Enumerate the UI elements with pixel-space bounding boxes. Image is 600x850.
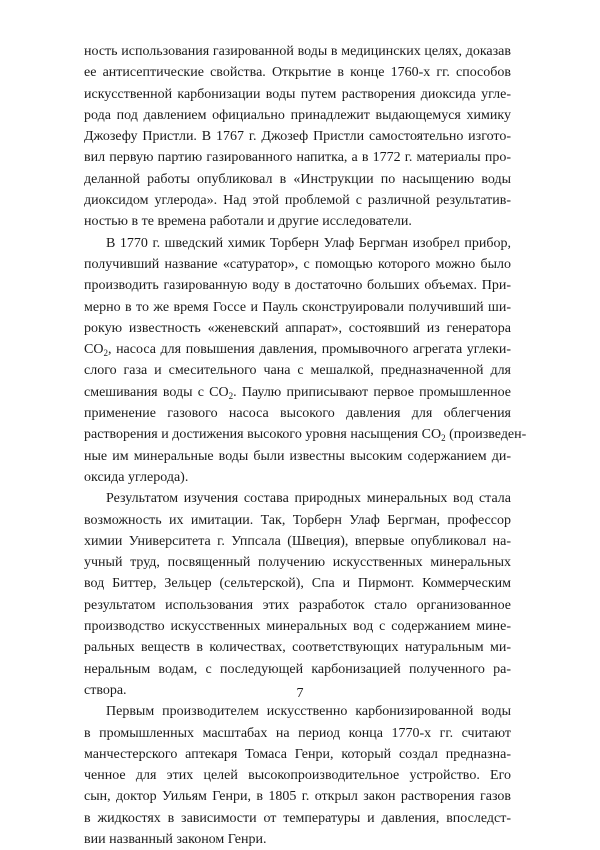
- text-line: ральных веществ в количествах, соответствующих натуральным ми-: [84, 640, 511, 656]
- text-line: ностью в те времена работали и другие исследователи.: [84, 214, 412, 230]
- text-line: в жидкостях в зависимости от температуры и давления, впоследст-: [84, 810, 511, 826]
- text-line: деланной работы опубликовал в «Инструкции по насыщению воды: [84, 171, 511, 187]
- paragraph-1: [84, 41, 511, 233]
- text-line: вил первую партию газированного напитка, а в 1772 г. материалы про-: [84, 150, 511, 166]
- text-line: возможность их имитации. Так, Торберн Улаф Бергман, профессор: [84, 512, 511, 528]
- text-line: ченное для этих целей высокопроизводительное устройство. Его: [84, 768, 511, 784]
- page-number: 7: [296, 686, 304, 701]
- text-line: Джозефу Пристли. В 1767 г. Джозеф Пристли самостоятельно изгото-: [84, 129, 511, 145]
- text-line: манчестерского аптекаря Томаса Генри, который создал предназна-: [84, 746, 511, 762]
- text-line: оксида углерода).: [84, 469, 189, 485]
- text-line: мерно в то же время Госсе и Пауль сконструировали получивший ши-: [84, 299, 511, 315]
- text-line: неральным водам, с последующей карбонизацией полученного ра-: [84, 661, 511, 677]
- text-line: результатом использования этих разработок стало организованное: [84, 597, 511, 613]
- paragraph-2: [84, 233, 527, 489]
- text-line: получивший название «сатуратор», с помощью которого можно было: [84, 256, 511, 272]
- text-line: рода под давлением официально принадлежит выдающемуся химику: [84, 107, 511, 123]
- text-line: производить газированную воду в достаточно больших объемах. При-: [84, 278, 511, 294]
- text-line: диоксидом углерода». Над этой проблемой с различной результатив-: [84, 193, 511, 209]
- text-line: в промышленных масштабах на период конца 1770-х гг. считают: [84, 725, 511, 741]
- text-line: сын, доктор Уильям Генри, в 1805 г. открыл закон растворения газов: [84, 789, 511, 805]
- text-line: химии Университета г. Уппсала (Швеция), впервые опубликовал на-: [84, 533, 511, 549]
- text-line: растворения и достижения высокого уровня насыщения $CO_2$ (произведен-: [84, 427, 527, 444]
- paragraph-4: [84, 701, 511, 850]
- text-line: учный труд, посвященный получению искусственных минеральных: [84, 555, 511, 571]
- text-line: вод Биттер, Зельцер (сельтерской), Спа и Пирмонт. Коммерческим: [84, 576, 511, 592]
- text-line: ные им минеральные воды были известны высоким содержанием ди-: [84, 448, 511, 464]
- body-text: [84, 41, 527, 850]
- text-line: производство искусственных минеральных вод с содержанием мине-: [84, 619, 511, 635]
- text-line: В 1770 г. шведский химик Торберн Улаф Бергман изобрел прибор,: [106, 235, 511, 251]
- text-line: $CO_2$, насоса для повышения давления, промывочного агрегата углеки-: [84, 342, 511, 359]
- paragraph-3: [84, 488, 511, 701]
- text-line: Результатом изучения состава природных минеральных вод стала: [106, 491, 511, 507]
- text-line: ность использования газированной воды в медицинских целях, доказав: [84, 44, 511, 59]
- text-line: Первым производителем искусственно карбонизированной воды: [106, 704, 511, 720]
- text-line: смешивания воды с $CO_2$. Паулю приписывают первое промышленное: [84, 384, 511, 401]
- text-line: рокую известность «женевский аппарат», состоявший из генератора: [84, 320, 511, 336]
- text-line: вии названный законом Генри.: [84, 831, 267, 847]
- text-line: искусственной карбонизации воды путем растворения диоксида угле-: [84, 86, 511, 102]
- text-line: слого газа и смесительного чана с мешалкой, предназначенной для: [84, 363, 511, 379]
- text-line: применение газового насоса высокого давления для облегчения: [84, 406, 511, 422]
- text-line: ее антисептические свойства. Открытие в конце 1760-х гг. способов: [84, 65, 511, 81]
- text-line: створа.: [84, 682, 127, 698]
